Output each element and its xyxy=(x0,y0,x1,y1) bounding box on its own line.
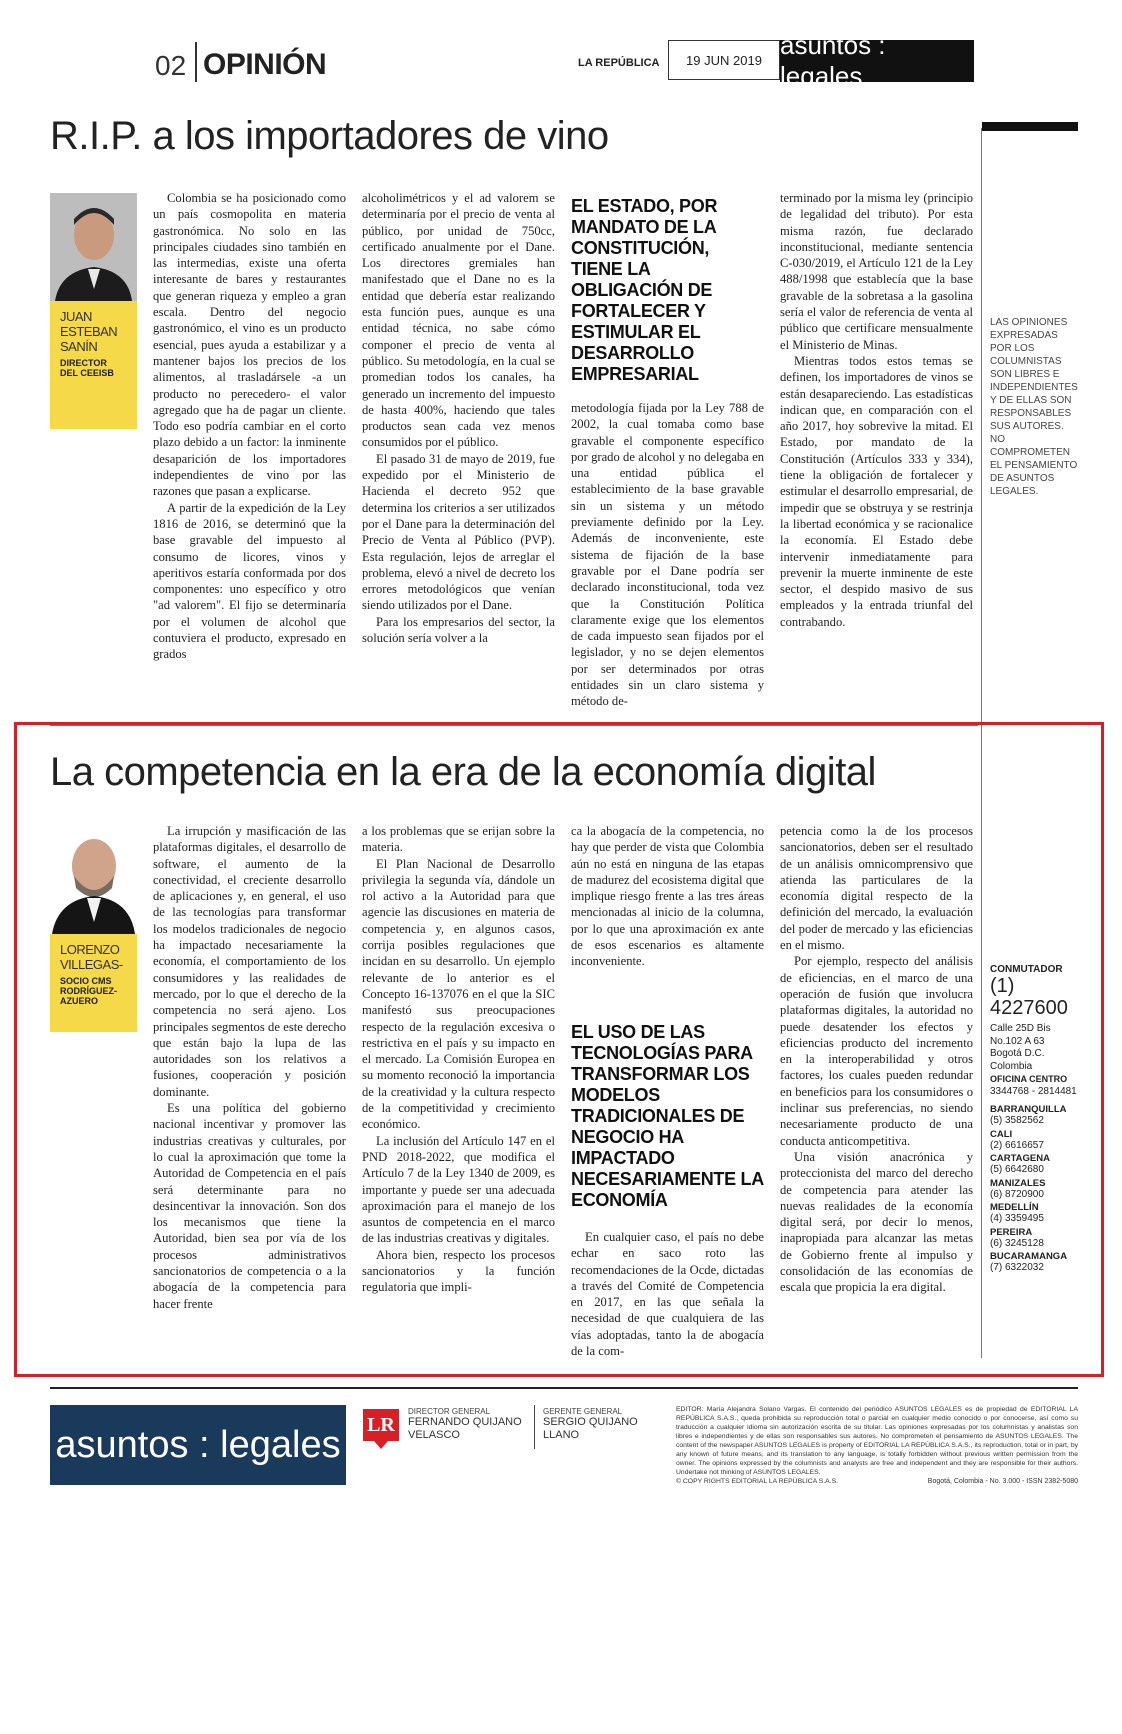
paragraph: La irrupción y masificación de las plataformas digitales, el desarrollo de software, el aumento de la conectividad, el creciente desarrollo de aplicaciones y, en general, el uso de las tecnologías para transformar los modelos tradicionales de negocio ha impactado necesariamente la economía, el comportamiento de los consumidores y las realidades de mercado, por lo que el derecho de la competencia no será ajeno. Los principales segmentos de este derecho que están bajo la lupa de las autoridades son los relativos a fusiones, cooperación y posición dominante. xyxy=(153,824,346,1099)
footer-rule xyxy=(50,1387,1078,1389)
article-2-pullquote: EL USO DE LAS TECNOLOGÍAS PARA TRANSFORMAR LOS MODELOS TRADICIONALES DE NEGOCIO HA IMPACTADO NECESARIAMENTE LA ECONOMÍA xyxy=(571,1022,764,1210)
city-phone: (4) 3359495 xyxy=(990,1213,1044,1224)
director-label: DIRECTOR GENERAL xyxy=(408,1407,491,1416)
issue-number: Bogotá, Colombia - No. 3.000 - ISSN 2382-5080 xyxy=(927,1478,1078,1485)
manager-name: SERGIO QUIJANO LLANO xyxy=(543,1416,638,1441)
city-phone: (2) 6616657 xyxy=(990,1139,1044,1151)
paragraph: Colombia se ha posicionado como un país cosmopolita en materia gastronómica. No solo en las principales ciudades sino también en las intermedias, existe una oferta interesante de bares y restaurantes que generan riqueza y empleo a gran escala. Dentro del negocio gastronómico, el vino es un producto esencial, pues ayuda a estabilizar y a mantener bajos los precios de los alimentos, al trasladársele -a un producto no perecedero- el valor agregado que ha de pagar un cliente. Todo eso podría cambiar en el corto plazo debido a un factor: la inminente desaparición de los importadores independientes de vino por las razones que pasan a explicarse. xyxy=(153,191,346,499)
paragraph: alcoholimétricos y el ad valorem se determinaría por el precio de venta al público, por unidad de 750cc, certificado anualmente por el Dane. Los directores gremiales han manifestado que el Dane no es la entidad que debería estar realizando esta función pues, aunque es una entidad técnica, no sabe cómo componer el precio de venta al público. Su metodología, en la cual se promedian todos los canales, ha generado un incremento del impuesto de hasta 400%, haciendo que tales productos sean cada vez menos consumidos por el público. xyxy=(362,191,555,450)
city-phone: (7) 6322032 xyxy=(990,1262,1044,1273)
address-line: No.102 A 63 xyxy=(990,1035,1045,1047)
author-1-card xyxy=(50,301,137,429)
address-line: Calle 25D Bis xyxy=(990,1023,1051,1034)
article-1-column-2 xyxy=(362,190,555,720)
article-1-column-3 xyxy=(571,400,764,720)
paragraph: terminado por la misma ley (principio de legalidad del tributo). Por esta misma razón, fue declarado inconstitucional, mediante sentencia C-030/2019, el Artículo 121 de la Ley 488/1998 que establecía que la base gravable de la sobretasa a la gasolina sería el valor de referencia de venta al público que certificare mensualmente el Ministerio de Minas. xyxy=(780,191,973,352)
address-line: Colombia xyxy=(990,1060,1033,1072)
author-2-name: LORENZO VILLEGAS- xyxy=(60,942,123,972)
office-label: OFICINA CENTRO xyxy=(990,1074,1068,1084)
manager-label: GERENTE GENERAL xyxy=(543,1407,623,1416)
brand-logo-footer: asuntos : legales xyxy=(50,1405,346,1485)
city-phone: (6) 8720900 xyxy=(990,1188,1044,1200)
highlight-box xyxy=(14,722,1104,1377)
brand-logo-top: asuntos : legales xyxy=(780,40,974,82)
city-name: MANIZALES xyxy=(990,1177,1046,1189)
author-1-photo xyxy=(50,193,137,301)
switchboard-label: CONMUTADOR xyxy=(990,964,1063,975)
paragraph: a los problemas que se erijan sobre la materia. xyxy=(362,824,555,855)
paragraph: Para los empresarios del sector, la solución sería volver a la xyxy=(362,614,555,646)
sidebar-top-rule xyxy=(982,122,1078,131)
city-name: BUCARAMANGA xyxy=(990,1251,1068,1262)
author-1-portrait-icon xyxy=(50,193,137,301)
author-2-role: SOCIO CMS RODRÍGUEZ-AZUERO xyxy=(60,976,117,1006)
article-1-pullquote: EL ESTADO, POR MANDATO DE LA CONSTITUCIÓN, TIENE LA OBLIGACIÓN DE FORTALECER Y ESTIMULAR EL DESARROLLO EMPRESARIAL xyxy=(571,196,718,384)
editor-text: EDITOR: María Alejandra Solano Vargas. El contenido del periódico ASUNTOS LEGALES es de propiedad de EDITORIAL LA REPÚBLICA S.A.S., queda prohibida su reproducción total o parcial en cualquier medio conocido o por conocerse, así como su traducción a cualquier idioma sin autorización escrita de su titular. Las opiniones expresadas por los columnistas y analistas son libres e independientes y de ellas son responsables sus autores. No comprometen el pensamiento de ASUNTOS LEGALES. The content of the newspaper ASUNTOS LEGALES is property of EDITORIAL LA REPÚBLICA S.A.S., its reproduction, total or in part, by any known of future means, and its translation to any language, is totally forbidden without previous written permission from the owner. The opinions expressed by the columnists and analysts are free and independent and they are responsible for their authors. Undertake not thinking of ASUNTOS LEGALES. xyxy=(676,1406,1078,1476)
director-name: FERNANDO QUIJANO VELASCO xyxy=(408,1416,522,1441)
author-1-name: JUAN ESTEBAN SANÍN xyxy=(60,309,118,354)
paragraph: Ahora bien, respecto los procesos sancionatorios y la función regulatoria que impli- xyxy=(362,1247,555,1295)
article-1-headline: R.I.P. a los importadores de vino xyxy=(50,114,609,158)
city-name: CARTAGENA xyxy=(990,1153,1050,1164)
switchboard-phone: (1) 4227600 xyxy=(990,975,1068,1019)
lr-logo-tail-icon xyxy=(374,1441,388,1449)
paragraph: metodología fijada por la Ley 788 de 2002, la cual tomaba como base gravable el componente específico por grado de alcohol y no delegaba en una entidad pública el establecimiento de la base gravable sin un sistema y un método previamente definido por la Ley. Además de inconveniente, este sistema de fijación de la base gravable por el Dane podría ser declarado inconstitucional, toda vez que la Constitución Política claramente exige que los elementos de cada impuesto sean fijados por el legislador, y no se dejen elementos por ser determinados por otras entidades sin un claro sistema y método de- xyxy=(571,401,764,709)
city-name: BARRANQUILLA xyxy=(990,1104,1067,1115)
section-number: 02 xyxy=(155,50,187,81)
copyright: © COPY RIGHTS EDITORIAL LA REPÚBLICA S.A.S. xyxy=(676,1478,839,1485)
lr-logo-icon: LR xyxy=(363,1409,399,1441)
paper-name: LA REPÚBLICA xyxy=(578,57,660,69)
section-divider xyxy=(195,42,197,82)
paragraph: La inclusión del Artículo 147 en el PND 2018-2022, que modifica el Artículo 7 de la Ley 1340 de 2009, es importante y puede ser una adecuada aproximación para el manejo de los asuntos de competencia en el marco de las industrias creativas y digitales. xyxy=(362,1133,555,1246)
paragraph: petencia como la de los procesos sancionatorios, deben ser el resultado de un análisis omnicomprensivo que atienda las particulares de la economía digital respecto de la definición del mercado, la evaluación del poder de mercado y las eficiencias en el mismo. xyxy=(780,824,973,953)
paragraph: En cualquier caso, el país no debe echar en saco roto las recomendaciones de la Ocde, dictadas a través del Comité de Competencia en 2017, en las que señala la necesidad de que cualquiera de las vías adoptadas, tanto la de abogacía de la com- xyxy=(571,1230,764,1359)
paragraph: ca la abogacía de la competencia, no hay que perder de vista que Colombia aún no está en ninguna de las etapas de madurez del ecosistema digital que implique riesgo frente a las tres áreas mencionadas al inicio de la columna, por lo que una aproximación ex ante de esos escenarios es altamente inconveniente. xyxy=(571,824,764,969)
article-1-column-1 xyxy=(153,190,346,720)
article-2-headline: La competencia en la era de la economía digital xyxy=(50,750,876,794)
office-phone: 3344768 - 2814481 xyxy=(990,1085,1077,1097)
issue-date: 19 JUN 2019 xyxy=(668,40,780,80)
city-phone: (5) 6642680 xyxy=(990,1164,1044,1175)
city-name: PEREIRA xyxy=(990,1226,1033,1238)
paragraph: Una visión anacrónica y proteccionista del marco del derecho de competencia para atender las nuevas realidades de la economía digital será, por decir lo menos, inapropiada para alcanzar las metas de Gobierno frente al impulso y consolidación de las economías de escala que propicia la era digital. xyxy=(780,1149,973,1295)
paragraph: A partir de la expedición de la Ley 1816 de 2016, se determinó que la base gravable del impuesto al consumo de licores, vinos y aperitivos estaría conformada por dos componentes: uno específico y otro "ad valorem". El fijo se determinaría por el volumen de alcohol que contuviera el producto, expresado en grados xyxy=(153,500,346,662)
section-name: OPINIÓN xyxy=(203,48,327,81)
city-name: MEDELLÍN xyxy=(990,1202,1039,1213)
paragraph: El pasado 31 de mayo de 2019, fue expedido por el Ministerio de Hacienda el decreto 952 que determina los criterios a ser utilizados por el Dane para la determinación del Precio de Venta al Público (PVP). Esta regulación, lejos de arreglar el problema, elevó a nivel de decreto los errores metodológicos que venían siendo utilizados por el Dane. xyxy=(362,451,555,613)
director-block xyxy=(408,1407,528,1442)
manager-block xyxy=(543,1407,663,1442)
city-phone: (6) 3245128 xyxy=(990,1237,1044,1249)
paragraph: Es una política del gobierno nacional incentivar y promover las industrias creativas y culturales, por lo cual la aproximación que tome la Autoridad de Competencia en el país será determinante para no desincentivar la innovación. Son dos los mecanismos que tiene la Autoridad, bien sea por vía de los procesos administrativos sancionatorios de competencia o a la abogacía de la competencia para hacer frente xyxy=(153,1101,346,1311)
city-name: CALI xyxy=(990,1128,1013,1140)
author-1-role: DIRECTOR DEL CEEISB xyxy=(60,358,114,378)
paragraph: El Plan Nacional de Desarrollo privilegia la segunda vía, dándole un rol activo a la Autoridad para que agencie las discusiones en materia de competencia y, en algunos casos, corrija posibles regulaciones que incidan en su desarrollo. Un ejemplo relevante de lo anterior es el Concepto 16-137076 en el que la SIC manifestó sus preocupaciones respecto de la regulación excesiva o restrictiva en el país y su impacto en el mercado. La Comisión Europea en su momento reconoció la importancia de la creatividad y la cultura respecto de la competitividad y crecimiento económico. xyxy=(362,856,555,1132)
city-phone: (5) 3582562 xyxy=(990,1115,1044,1126)
article-1-column-4 xyxy=(780,190,973,720)
columnist-disclaimer: LAS OPINIONES EXPRESADAS POR LOS COLUMNISTAS SON LIBRES E INDEPENDIENTES Y DE ELLAS SON RESPONSABLES SUS AUTORES. NO COMPROMETEN EL PENSAMIENTO DE ASUNTOS LEGALES. xyxy=(990,317,1078,497)
address-line: Bogotá D.C. xyxy=(990,1048,1045,1059)
footer-divider xyxy=(534,1405,535,1449)
paragraph: Mientras todos estos temas se definen, los importadores de vinos se están desapareciendo. Las estadísticas indican que, en comparación con el año 2017, hoy sobrevive la mitad. El Estado, por mandato de la Constitución (Artículos 333 y 334), tiene la obligación de fortalecer y estimular el desarrollo empresarial, de impedir que se obstruya y se restrinja la libertad económica y se racionalice la economía. El Estado debe intervenir inmediatamente para prevenir la muerte inminente de este sector, el despido masivo de sus empleados y la entrada triunfal del contrabando. xyxy=(780,353,973,629)
editorial-notice xyxy=(676,1405,1078,1486)
paragraph: Por ejemplo, respecto del análisis de eficiencias, en el marco de una operación de fusión que involucra plataformas digitales, la autoridad no puede desatender los efectos y eficiencias producto del incremento en la interoperabilidad y otros factores, los cuales pueden redundar en beneficios para los consumidores o inclinar sus preferencias, no siendo necesariamente producto de una conducta anticompetitiva. xyxy=(780,954,973,1148)
